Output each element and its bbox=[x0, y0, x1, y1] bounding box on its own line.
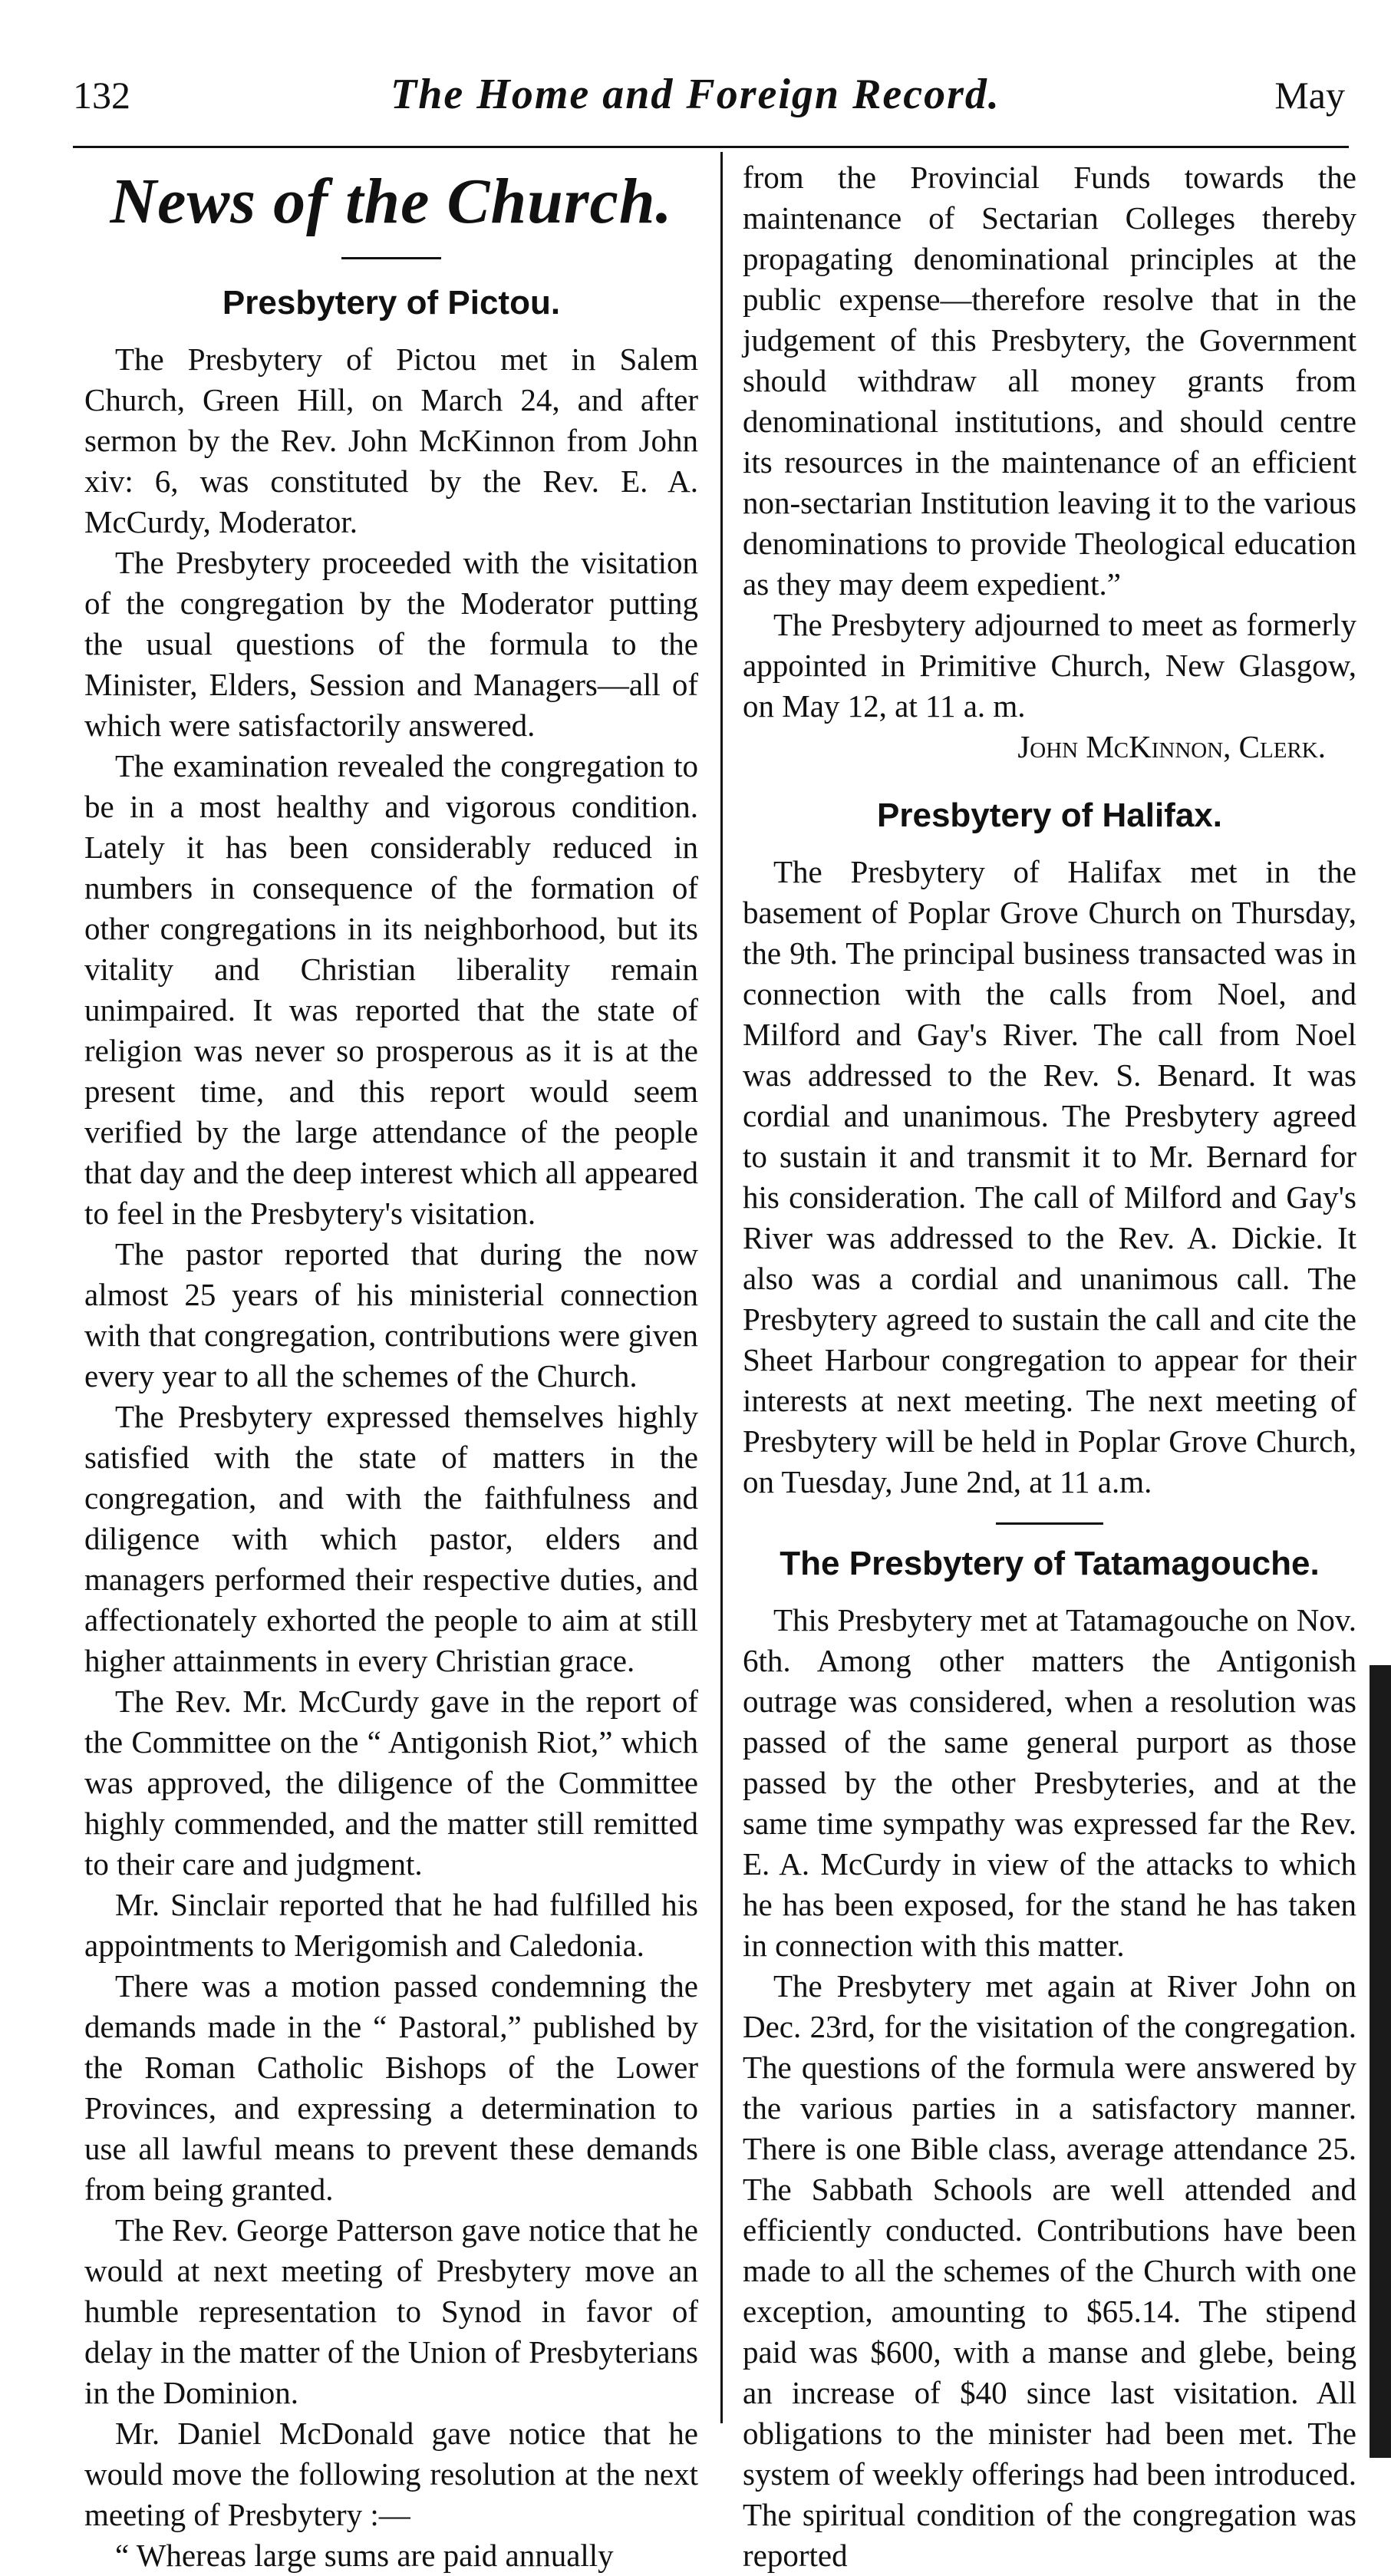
paragraph: This Presbytery met at Tatamagouche on Nov. 6th. Among other matters the Antigonish outrage was considered, when a resolution was passed of the same general purport as those passed by the other Presbyteries, and at the same time sympathy was expressed far the Rev. E. A. McCurdy in view of the attacks to which he has been exposed, for the stand he has taken in connection with this matter. bbox=[743, 1602, 1356, 1963]
clerk-signature: John McKinnon, Clerk. bbox=[1017, 729, 1326, 764]
paragraph: There was a motion passed condemning the demands made in the “ Pastoral,” published by the Roman Catholic Bishops of the Lower Provinces, and expressing a determination to use all lawful means to prevent these demands from being granted. bbox=[84, 1968, 698, 2207]
running-title: The Home and Foreign Record. bbox=[391, 71, 1000, 118]
right-column bbox=[743, 157, 1356, 2576]
paragraph: The pastor reported that during the now almost 25 years of his ministerial connection with that congregation, contributions were given every year to all the schemes of the Church. bbox=[84, 1236, 698, 1394]
page-number: 132 bbox=[73, 74, 130, 117]
paragraph: Mr. Sinclair reported that he had fulfilled his appointments to Merigomish and Caledonia. bbox=[84, 1887, 698, 1963]
paragraph: The Rev. George Patterson gave notice that he would at next meeting of Presbytery move an humble representation to Synod in favor of delay in the matter of the Union of Presbyterians in the Dominion. bbox=[84, 2212, 698, 2410]
paragraph: Mr. Daniel McDonald gave notice that he would move the following resolution at the next meeting of Presbytery :— bbox=[84, 2416, 698, 2532]
left-column bbox=[84, 157, 698, 2576]
paragraph-continued: from the Provincial Funds towards the maintenance of Sectarian Colleges thereby propagating denominational principles at the public expense—therefore resolve that in the judgement of this Presbytery, the Government should withdraw all money grants from denominational institutions, and should centre its resources in the maintenance of an efficient non-sectarian Institution leaving it to the various denominations to provide Theological education as they may deem expedient.” bbox=[743, 160, 1356, 602]
column-divider bbox=[720, 152, 723, 2423]
paragraph: “ Whereas large sums are paid annually bbox=[115, 2538, 614, 2573]
halifax-heading: Presbytery of Halifax. bbox=[877, 797, 1222, 834]
issue-month: May bbox=[1274, 74, 1345, 117]
page-header bbox=[0, 73, 1391, 134]
section-title: News of the Church. bbox=[110, 166, 673, 237]
paragraph: The examination revealed the congregation to be in a most healthy and vigorous condition. Lately it has been considerably reduced in numbers in consequence of the formation of other congregations in its neighborhood, but its vitality and Christian liberality remain unimpaired. It was reported that the state of religion was never so prosperous as it is at the present time, and this report would seem verified by the large attendance of the people that day and the deep interest which all appeared to feel in the Presbytery's visitation. bbox=[84, 748, 698, 1231]
paragraph: The Presbytery adjourned to meet as formerly appointed in Primitive Church, New Glasgow, on May 12, at 11 a. m. bbox=[743, 607, 1356, 724]
section-rule bbox=[996, 1522, 1103, 1525]
paragraph: The Presbytery expressed themselves highly satisfied with the state of matters in the congregation, and with the faithfulness and diligence with which pastor, elders and managers performed their respective duties, and affectionately exhorted the people to aim at still higher attainments in every Christian grace. bbox=[84, 1399, 698, 1678]
paragraph: The Presbytery of Halifax met in the basement of Poplar Grove Church on Thursday, the 9th. The principal business transacted was in connection with the calls from Noel, and Milford and Gay's River. The call from Noel was addressed to the Rev. S. Benard. It was cordial and unanimous. The Presbytery agreed to sustain it and transmit it to Mr. Bernard for his consideration. The call of Milford and Gay's River was addressed to the Rev. A. Dickie. It also was a cordial and unanimous call. The Presbytery agreed to sustain the call and cite the Sheet Harbour congregation to appear for their interests at next meeting. The next meeting of Presbytery will be held in Poplar Grove Church, on Tuesday, June 2nd, at 11 a.m. bbox=[743, 854, 1356, 1499]
pictou-heading: Presbytery of Pictou. bbox=[222, 284, 561, 322]
header-rule bbox=[73, 146, 1349, 148]
paragraph: The Presbytery of Pictou met in Salem Church, Green Hill, on March 24, and after sermon by the Rev. John McKinnon from John xiv: 6, was constituted by the Rev. E. A. McCurdy, Moderator. bbox=[84, 341, 698, 539]
title-rule bbox=[341, 257, 441, 259]
paragraph: The Rev. Mr. McCurdy gave in the report of the Committee on the “ Antigonish Riot,” which was approved, the diligence of the Committee highly commended, and the matter still remitted to their care and judgment. bbox=[84, 1684, 698, 1882]
paragraph: The Presbytery proceeded with the visitation of the congregation by the Moderator putting the usual questions of the formula to the Minister, Elders, Session and Managers—all of which were satisfactorily answered. bbox=[84, 545, 698, 743]
tatamagouche-heading: The Presbytery of Tatamagouche. bbox=[780, 1545, 1320, 1582]
page-edge-shadow bbox=[1370, 1665, 1391, 2458]
paragraph: The Presbytery met again at River John on Dec. 23rd, for the visitation of the congregation. The questions of the formula were answered by the various parties in a satisfactory manner. There is one Bible class, average attendance 25. The Sabbath Schools are well attended and efficiently conducted. Contributions have been made to all the schemes of the Church with one exception, amounting to $65.14. The stipend paid was $600, with a manse and glebe, being an increase of $40 since last visitation. All obligations to the minister had been met. The system of weekly offerings had been introduced. The spiritual condition of the congregation was reported bbox=[743, 1968, 1356, 2573]
